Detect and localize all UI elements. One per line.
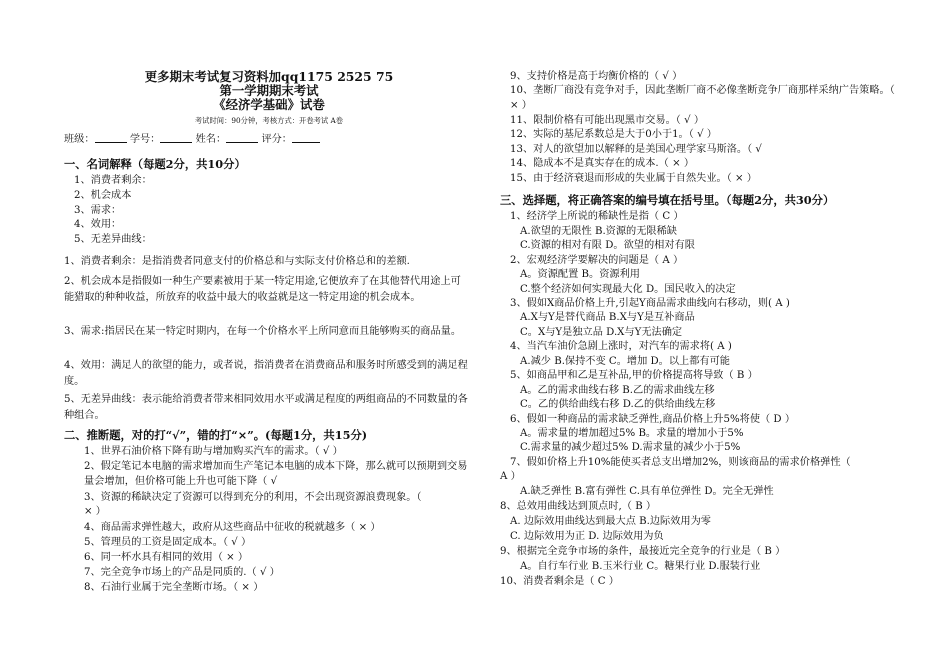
choice-question: 9、根据完全竞争市场的条件，最接近完全竞争的行业是（ B ） xyxy=(500,546,786,557)
term-item: 3、需求： xyxy=(74,205,122,216)
judge-item: 14、隐成本不是真实存在的成本.（ × ） xyxy=(510,158,695,169)
judge-item: 8、石油行业属于完全垄断市场。（ × ） xyxy=(84,582,264,593)
judge-item: × ） xyxy=(84,506,106,517)
choice-question: 2、宏观经济学要解决的问题是（ A ） xyxy=(510,255,684,266)
judge-item: 10、垄断厂商没有竞争对手，因此垄断厂商不必像垄断竞争厂商那样采纳广告策略。（ × ） xyxy=(510,85,895,111)
choice-option: A.X与Y是替代商品 B.X与Y是互补商品 xyxy=(520,312,695,323)
answer-5: 5、无差异曲线：表示能给消费者带来相同效用水平或满足程度的两组商品的不同数量的各种组合。 xyxy=(64,394,468,421)
id-blank[interactable] xyxy=(160,133,192,143)
choice-question: 8、总效用曲线达到顶点时,（ B ） xyxy=(500,501,657,512)
choice-option: A.减少 B.保持不变 C。增加 D。以上都有可能 xyxy=(520,356,730,367)
student-info-line xyxy=(64,133,320,146)
judge-item: 5、管理员的工资是固定成本。（ √ ） xyxy=(84,537,252,548)
section1-heading: 一、名词解释（每题2分，共10分） xyxy=(64,157,246,171)
term-item: 4、效用： xyxy=(74,219,122,230)
class-label: 班级： xyxy=(64,134,95,145)
judge-item: 3、资源的稀缺决定了资源可以得到充分的利用，不会出现资源浪费现象。（ xyxy=(84,492,422,503)
judge-item: 11、限制价格有可能出现黑市交易。（ √ ） xyxy=(510,115,705,126)
term-item: 5、无差异曲线： xyxy=(74,234,152,245)
judge-item: 4、商品需求弹性越大，政府从这些商品中征收的税就越多（ × ） xyxy=(84,522,381,533)
semester-title: 第一学期期末考试 xyxy=(219,83,319,98)
exam-title: 《经济学基础》试卷 xyxy=(213,97,325,112)
section2-heading: 二、推断题，对的打“√”，错的打“×”。(每题1分，共15分) xyxy=(64,428,368,442)
judge-item: 12、实际的基尼系数总是大于0小于1。（ √ ） xyxy=(510,129,717,140)
choice-option: C。X与Y是独立品 D.X与Y无法确定 xyxy=(520,327,683,338)
choice-question: 1、经济学上所说的稀缺性是指（ C ） xyxy=(510,211,684,222)
choice-question: 3、假如X商品价格上升,引起Y商品需求曲线向右移动，则( A ) xyxy=(510,298,790,309)
choice-option: C. 边际效用为正 D. 边际效用为负 xyxy=(510,531,664,542)
choice-answer: A ） xyxy=(500,471,521,482)
score-label: 评分： xyxy=(261,134,292,145)
choice-option: C.需求量的减少超过5% D.需求量的减少小于5% xyxy=(520,442,741,453)
score-blank[interactable] xyxy=(292,133,320,143)
ad-line: 更多期末考试复习资料加qq1175 2525 75 xyxy=(144,69,394,84)
name-blank[interactable] xyxy=(226,133,258,143)
choice-option: C。乙的供给曲线右移 D.乙的供给曲线左移 xyxy=(520,399,716,410)
exam-meta: 考试时间：90分钟，考核方式：开卷考试 A卷 xyxy=(194,116,344,125)
name-label: 姓名： xyxy=(195,134,227,145)
choice-option: A。需求量的增加超过5% B。求量的增加小于5% xyxy=(520,428,744,439)
answer-3: 3、需求:指居民在某一特定时期内，在每一个价格水平上所同意而且能够购买的商品量。 xyxy=(64,326,462,337)
choice-question: 4、当汽车油价急剧上涨时，对汽车的需求将( A ) xyxy=(510,341,732,352)
choice-question: 5、如商品甲和乙是互补品,甲的价格提高将导致（ B ） xyxy=(510,370,758,381)
choice-option: C.整个经济如何实现最大化 D。国民收入的决定 xyxy=(520,284,736,295)
choice-option: A.缺乏弹性 B.富有弹性 C.具有单位弹性 D。完全无弹性 xyxy=(520,486,774,497)
choice-option: A.欲望的无限性 B.资源的无限稀缺 xyxy=(520,226,677,237)
judge-item: 1、世界石油价格下降有助与增加购买汽车的需求。（ √ ） xyxy=(84,446,343,457)
answer-4: 4、效用：满足人的欲望的能力，或者说，指消费者在消费商品和服务时所感受到的满足程度。 xyxy=(64,360,468,387)
choice-question: 10、消费者剩余是（ C ） xyxy=(500,576,619,587)
choice-option: A。资源配置 B。资源利用 xyxy=(520,269,640,280)
answer-2: 2、机会成本是指假如一种生产要素被用于某一特定用途,它便放弃了在其他替代用途上可能猎取的种种收益，所放弃的收益中最大的收益就是这一特定用途的机会成本。 xyxy=(64,276,461,303)
choice-option: A。自行车行业 B.玉米行业 C。糖果行业 D.服装行业 xyxy=(520,561,761,572)
choice-option: A. 边际效用曲线达到最大点 B.边际效用为零 xyxy=(510,516,711,527)
class-blank[interactable] xyxy=(95,133,127,143)
choice-option: C.资源的相对有限 D。欲望的相对有限 xyxy=(520,240,695,251)
section3-heading: 三、选择题，将正确答案的编号填在括号里。（每题2分，共30分） xyxy=(500,193,835,207)
judge-item: 2、假定笔记本电脑的需求增加而生产笔记本电脑的成本下降，那么就可以预期到交易量会增加，但价格可能上升也可能下降（ √ xyxy=(84,461,468,487)
choice-question: 7、假如价格上升10%能使买者总支出增加2%，则该商品的需求价格弹性（ xyxy=(510,457,851,468)
judge-item: 9、支持价格是高于均衡价格的（ √ ） xyxy=(510,71,683,82)
id-label: 学号： xyxy=(129,134,161,145)
judge-item: 6、同一杯水具有相同的效用（ × ） xyxy=(84,552,249,563)
term-item: 2、机会成本 xyxy=(74,190,132,201)
judge-item: 15、由于经济衰退而形成的失业属于自然失业。（ × ） xyxy=(510,173,757,184)
answer-1: 1、消费者剩余：是指消费者同意支付的价格总和与实际支付价格总和的差额. xyxy=(64,256,410,267)
term-item: 1、消费者剩余： xyxy=(74,175,152,186)
judge-item: 13、对人的欲望加以解释的是美国心理学家马斯洛。（ √ xyxy=(510,144,762,155)
choice-option: A。乙的需求曲线右移 B.乙的需求曲线左移 xyxy=(520,385,715,396)
judge-item: 7、完全竞争市场上的产品是同质的.（ √ ） xyxy=(84,567,280,578)
choice-question: 6、假如一种商品的需求缺乏弹性,商品价格上升5%将使（ D ） xyxy=(510,414,796,425)
